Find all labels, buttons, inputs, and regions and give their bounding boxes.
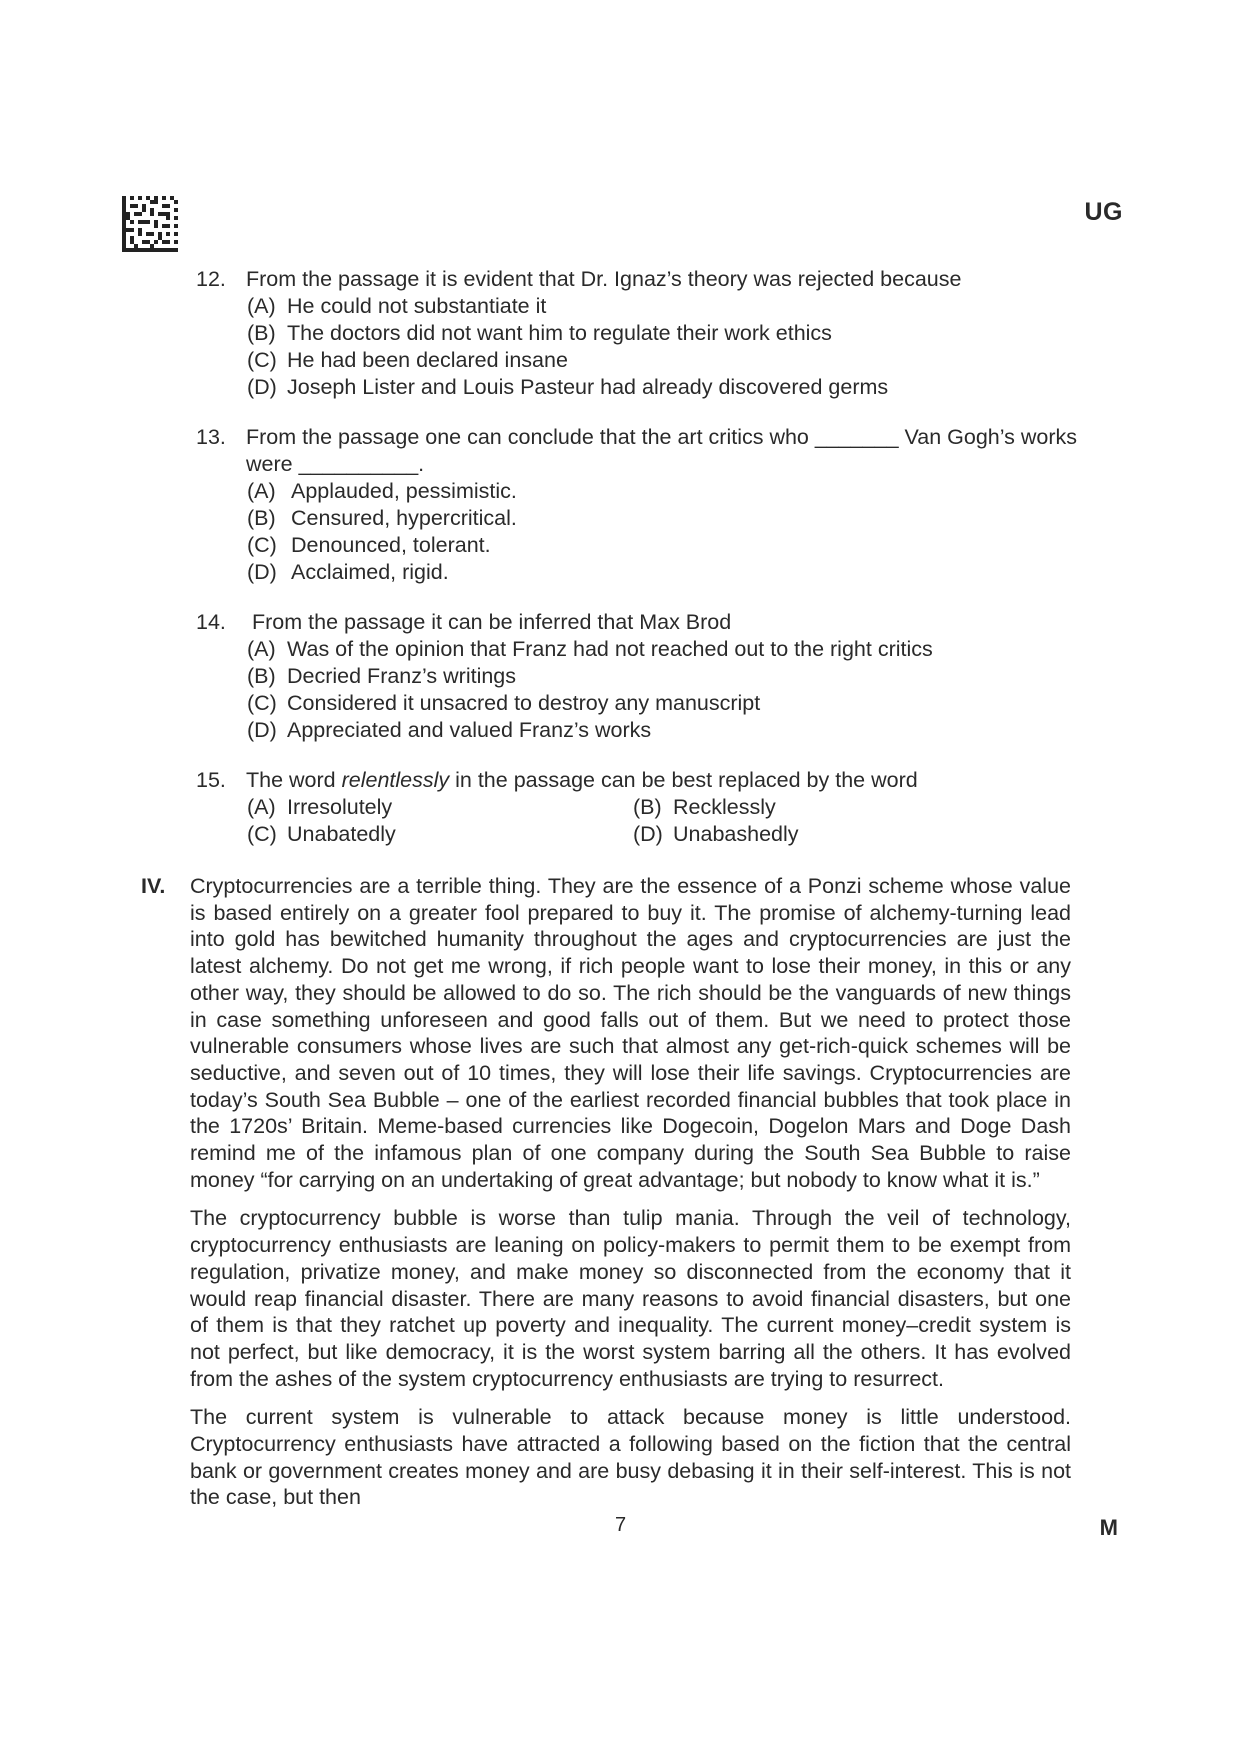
- question-number: 14.: [196, 610, 226, 634]
- option-letter: (A): [247, 795, 276, 819]
- option-b: [247, 663, 1096, 690]
- option-text: Was of the opinion that Franz had not reached out to the right critics: [287, 637, 933, 661]
- option-letter: (A): [247, 294, 276, 318]
- option-a: [247, 293, 1096, 320]
- option-letter: (B): [247, 664, 276, 688]
- page-number: 7: [614, 1514, 627, 1536]
- option-letter: (C): [247, 691, 277, 715]
- passage-paragraph: The current system is vulnerable to attack because money is little understood. Cryptocurrency enthusiasts have attracted a following based on the fiction that the central bank or government creates money and are busy debasing it in their self-interest. This is not the case, but then: [190, 1405, 1071, 1510]
- option-text: Denounced, tolerant.: [291, 533, 491, 557]
- question-number: 15.: [196, 768, 226, 792]
- option-d: [247, 559, 1096, 586]
- option-text: Unabashedly: [673, 822, 799, 846]
- question-14: [196, 609, 1096, 744]
- question-12: [196, 266, 1096, 401]
- option-letter: (B): [247, 321, 276, 345]
- option-letter: (A): [247, 637, 276, 661]
- option-text: Recklessly: [673, 795, 776, 819]
- option-letter: (D): [633, 822, 663, 846]
- option-c: [247, 347, 1096, 374]
- question-list: [196, 266, 1096, 871]
- option-text: The doctors did not want him to regulate their work ethics: [287, 321, 832, 345]
- option-c: [247, 532, 1096, 559]
- option-letter: (D): [247, 718, 277, 742]
- option-a: [247, 794, 633, 821]
- stem-italic-word: relentlessly: [341, 768, 450, 792]
- qr-code-icon: [122, 196, 178, 252]
- option-text: Irresolutely: [287, 795, 393, 819]
- option-c: [247, 690, 1096, 717]
- section-label: IV.: [141, 874, 166, 898]
- question-15: [196, 767, 1096, 848]
- option-text: Decried Franz’s writings: [287, 664, 517, 688]
- option-letter: (C): [247, 533, 277, 557]
- question-stem: From the passage one can conclude that the art critics who _______ Van Gogh’s works were __________.: [246, 425, 1078, 476]
- question-number: 13.: [196, 425, 226, 449]
- option-letter: (B): [633, 795, 662, 819]
- option-b: [247, 505, 1096, 532]
- passage-paragraph: Cryptocurrencies are a terrible thing. They are the essence of a Ponzi scheme whose value is based entirely on a greater fool prepared to buy it. The promise of alchemy-turning lead into gold has bewitched humanity throughout the ages and cryptocurrencies are just the latest alchemy. Do not get me wrong, if rich people want to lose their money, in this or any other way, they should be allowed to do so. The rich should be the vanguards of new things in case something unforeseen and good falls out of them. But we need to protect those vulnerable consumers whose lives are such that almost any get-rich-quick schemes will be seductive, and seven out of 10 times, they will lose their life savings. Cryptocurrencies are today’s South Sea Bubble – one of the earliest recorded financial bubbles that took place in the 1720s’ Britain. Meme-based currencies like Dogecoin, Dogelon Mars and Doge Dash remind me of the infamous plan of one company during the South Sea Bubble to raise money “for carrying on an undertaking of great advantage; but nobody to know what it is.”: [190, 874, 1071, 1192]
- option-d: [247, 717, 1096, 744]
- question-13: [196, 424, 1096, 586]
- question-number: 12.: [196, 267, 226, 291]
- option-text: Censured, hypercritical.: [291, 506, 517, 530]
- stem-text: The word: [246, 768, 342, 792]
- question-stem: From the passage it is evident that Dr. Ignaz’s theory was rejected because: [246, 267, 962, 291]
- option-letter: (D): [247, 560, 277, 584]
- question-stem: From the passage it can be inferred that Max Brod: [252, 610, 732, 634]
- option-text: Joseph Lister and Louis Pasteur had already discovered germs: [287, 375, 889, 399]
- option-letter: (C): [247, 822, 277, 846]
- option-c: [247, 821, 633, 848]
- passage-section: [141, 873, 1071, 1523]
- option-letter: (B): [247, 506, 276, 530]
- option-d: [247, 374, 1096, 401]
- option-d: [633, 821, 933, 848]
- option-text: Considered it unsacred to destroy any manuscript: [287, 691, 761, 715]
- option-text: Applauded, pessimistic.: [291, 479, 517, 503]
- passage-paragraph: The cryptocurrency bubble is worse than tulip mania. Through the veil of technology, cryptocurrency enthusiasts are leaning on policy-makers to permit them to be exempt from regulation, privatize money, and make money so disconnected from the economy that it would reap financial disaster. There are many reasons to avoid financial disasters, but one of them is that they ratchet up poverty and inequality. The current money–credit system is not perfect, but like democracy, it is the worst system barring all the others. It has evolved from the ashes of the system cryptocurrency enthusiasts are trying to resurrect.: [190, 1206, 1071, 1391]
- option-letter: (A): [247, 479, 276, 503]
- option-text: Acclaimed, rigid.: [291, 560, 449, 584]
- passage-body: [190, 873, 1071, 1511]
- option-b: [633, 794, 933, 821]
- option-text: Appreciated and valued Franz’s works: [287, 718, 652, 742]
- paper-code: UG: [1084, 198, 1123, 226]
- option-letter: (C): [247, 348, 277, 372]
- set-code: M: [1099, 1515, 1118, 1540]
- option-text: He could not substantiate it: [287, 294, 547, 318]
- option-b: [247, 320, 1096, 347]
- option-text: Unabatedly: [287, 822, 396, 846]
- option-text: He had been declared insane: [287, 348, 568, 372]
- question-stem: [246, 767, 1096, 794]
- option-letter: (D): [247, 375, 277, 399]
- stem-text: in the passage can be best replaced by the word: [449, 768, 918, 792]
- option-a: [247, 478, 1096, 505]
- option-a: [247, 636, 1096, 663]
